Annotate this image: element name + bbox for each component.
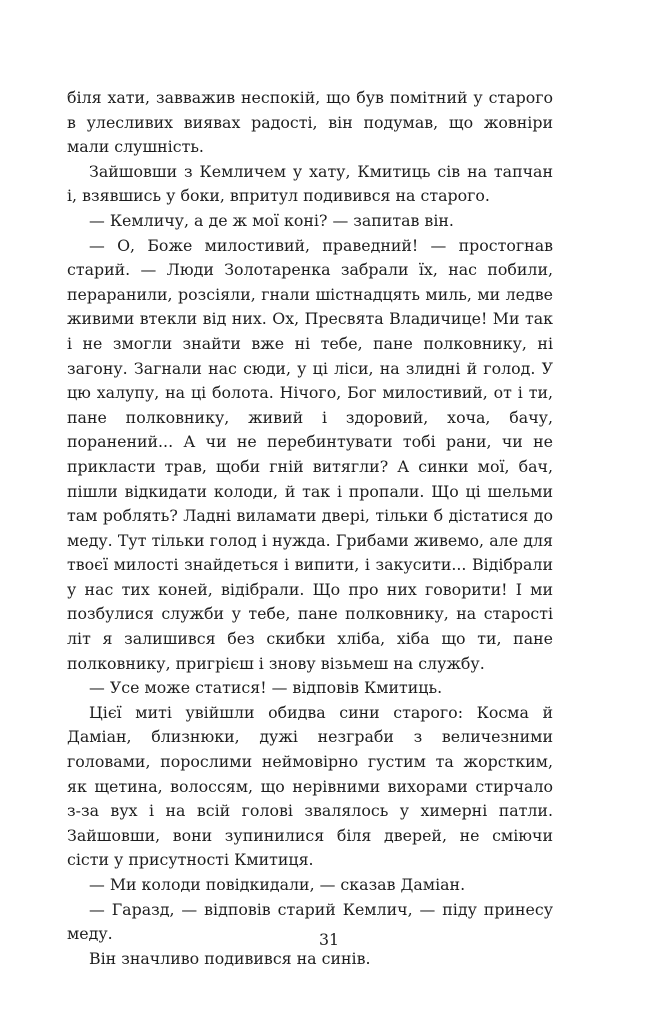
paragraph-4: — О, Боже милостивий, праведний! — простогнав старий. — Люди Золотаренка забрали їх, нас побили, пераранили, розсіяли, гнали шістнадцять миль, ми ледве живими втекли від них. Ох, Пресвята Владичице! Ми так і не змогли знайти вже ні тебе, пане полковнику, ні загону. Загнали нас сюди, у ці ліси, на злидні й голод. У цю халупу, на ці болота. Нічого, Бог милостивий, от і ти, пане полковнику, живий і здоровий, хоча, бачу, поранений... А чи не перебинтувати тобі рани, чи не прикласти трав, щоби гній витягли? А синки мої, бач, пішли відкидати колоди, й так і пропали. Що ці шельми там роблять? Ладні виламати двері, тільки б дістатися до меду. Тут тільки голод і нужда. Грибами живемо, але для твоєї милості знайдеться і випити, і закусити... Відібрали у нас тих коней, відібрали. Що про них говорити! І ми позбулися служби у тебе, пане полковнику, на старості літ я залишився без скибки хліба, хіба що ти, пане полковнику, пригрієш і знову візьмеш на службу. bbox=[67, 235, 553, 673]
paragraph-8: — Гаразд, — відповів старий Кемлич, — піду принесу меду. bbox=[67, 899, 553, 944]
paragraph-7: — Ми колоди повідкидали, — сказав Даміан. bbox=[89, 875, 466, 894]
page-number: 31 bbox=[318, 930, 340, 949]
paragraph-2: Зайшовши з Кемличем у хату, Кмитиць сів на тапчан і, взявшись у боки, впритул подивився на старого. bbox=[67, 161, 553, 206]
page-body bbox=[67, 86, 553, 971]
paragraph-3: — Кемличу, а де ж мої коні? — запитав він. bbox=[89, 210, 454, 230]
paragraph-6: Цієї миті увійшли обидва сини старого: Косма й Даміан, близнюки, дужі незграби з величезними головами, порослими неймовірно густим та жорстким, як щетина, волоссям, що нерівними вихорами стирчало з-за вух і на всій голові звалялось у химерні патли. Зайшовши, вони зупинилися біля дверей, не сміючи сісти у присутності Кмитиця. bbox=[67, 702, 553, 870]
paragraph-5: — Усе може статися! — відповів Кмитиць. bbox=[89, 678, 443, 698]
paragraph-9: Він значливо подивився на синів. bbox=[89, 948, 371, 968]
paragraph-1: біля хати, завважив неспокій, що був помітний у старого в улесливих виявах радості, він подумав, що жовніри мали слушність. bbox=[67, 88, 553, 157]
